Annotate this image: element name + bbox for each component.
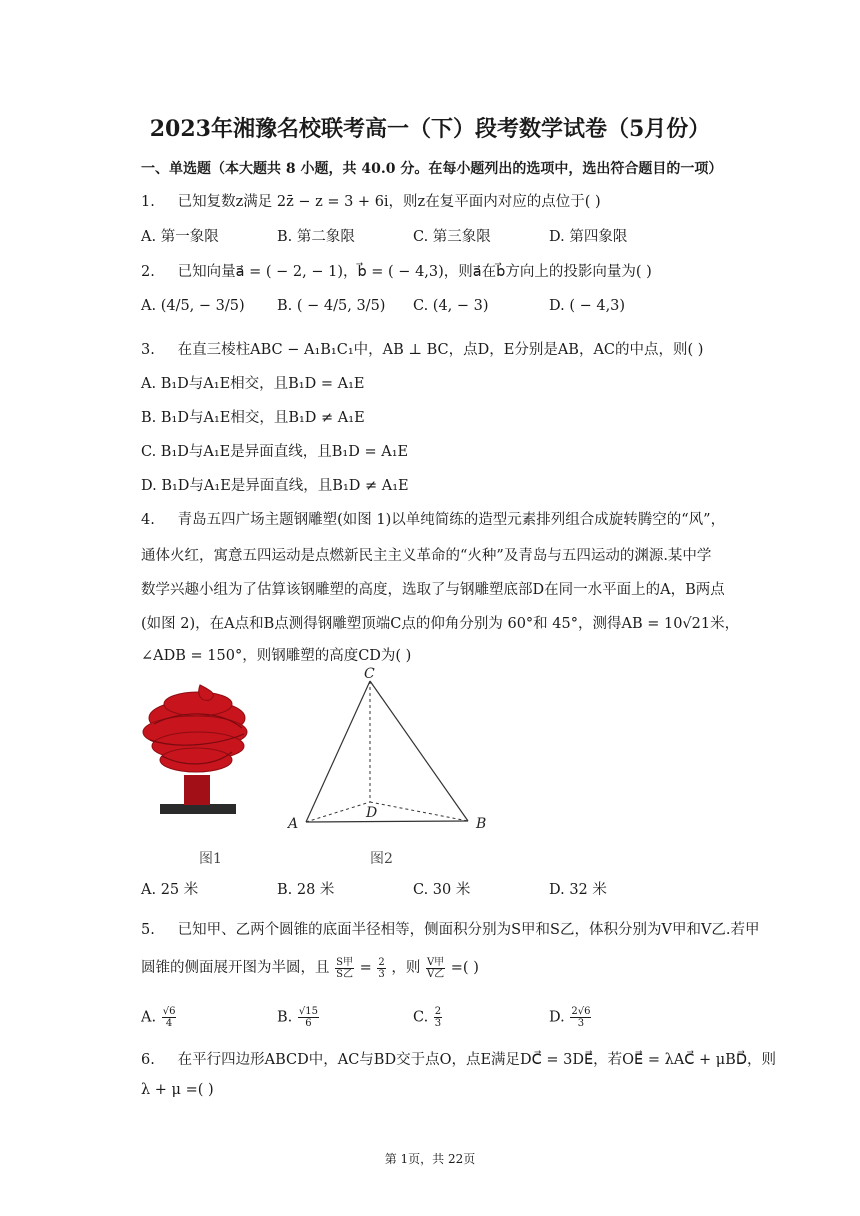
fraction-denominator: 3 bbox=[378, 968, 385, 980]
question-stem-line: (如图 2)，在A点和B点测得钢雕塑顶端C点的仰角分别为 60°和 45°，测得AB = 10√21米， bbox=[141, 616, 740, 632]
stem-text: =( ) bbox=[450, 960, 479, 976]
page-title: 2023年湘豫名校联考高一（下）段考数学试卷（5月份） bbox=[149, 116, 711, 142]
question-stem-line: ∠ADB = 150°，则钢雕塑的高度CD为( ) bbox=[141, 648, 412, 664]
option-label: A. bbox=[141, 1009, 157, 1026]
sculpture-photo bbox=[140, 680, 255, 820]
q1-option-d[interactable]: D. 第四象限 bbox=[549, 229, 628, 245]
option-label: B. bbox=[277, 1009, 293, 1026]
fraction-denominator: 6 bbox=[305, 1018, 312, 1029]
q5-option-c[interactable] bbox=[413, 1006, 443, 1029]
question-stem-line: 青岛五四广场主题钢雕塑(如图 1)以单纯简练的造型元素排列组合成旋转腾空的“风”， bbox=[177, 512, 726, 528]
fraction-s-ratio bbox=[335, 957, 354, 980]
question-1 bbox=[141, 190, 601, 211]
stem-text: 圆锥的侧面展开图为半圆，且 bbox=[141, 960, 330, 976]
question-5 bbox=[141, 918, 760, 939]
question-stem-line: 在平行四边形ABCD中，AC与BD交于点O，点E满足DC⃗ = 3DE⃗，若OE⃗ = λAC⃗ + μBD⃗，则 bbox=[177, 1052, 776, 1068]
question-3 bbox=[141, 338, 703, 359]
triangle-diagram bbox=[284, 665, 494, 835]
fraction-numerator: 2 bbox=[378, 956, 385, 968]
fraction-numerator: 2 bbox=[434, 1006, 442, 1017]
vertex-c-label: C bbox=[364, 666, 375, 682]
question-number: 3. bbox=[141, 342, 155, 358]
question-stem-line: 数学兴趣小组为了估算该钢雕塑的高度，选取了与钢雕塑底部D在同一水平面上的A，B两点 bbox=[141, 582, 725, 598]
option-fraction bbox=[434, 1006, 442, 1029]
question-number: 1. bbox=[141, 194, 155, 210]
q4-option-d[interactable]: D. 32 米 bbox=[549, 882, 607, 898]
fraction-denominator: S乙 bbox=[336, 968, 353, 980]
option-fraction bbox=[570, 1006, 591, 1029]
fraction-denominator: 3 bbox=[577, 1018, 585, 1029]
fraction-two-thirds bbox=[377, 957, 385, 980]
equals-sign: = bbox=[359, 960, 372, 976]
vertex-a-label: A bbox=[288, 816, 299, 832]
stem-text: ，则 bbox=[391, 960, 421, 976]
fraction-denominator: 4 bbox=[165, 1018, 173, 1029]
question-2 bbox=[141, 260, 652, 281]
question-number: 5. bbox=[141, 922, 155, 938]
option-fraction bbox=[162, 1006, 177, 1029]
q4-option-c[interactable]: C. 30 米 bbox=[413, 882, 471, 898]
page-footer: 第 1页，共 22页 bbox=[384, 1152, 476, 1166]
q2-option-d[interactable]: D. ( − 4,3) bbox=[549, 298, 626, 314]
q3-option-c[interactable]: C. B₁D与A₁E是异面直线，且B₁D = A₁E bbox=[141, 444, 409, 460]
question-stem: 在直三棱柱ABC − A₁B₁C₁中，AB ⊥ BC，点D，E分别是AB，AC的中点，则( ) bbox=[177, 342, 704, 358]
q5-option-a[interactable] bbox=[141, 1006, 177, 1029]
figure-2-caption: 图2 bbox=[370, 851, 393, 867]
q4-option-b[interactable]: B. 28 米 bbox=[277, 882, 335, 898]
question-number: 2. bbox=[141, 264, 155, 280]
option-label: C. bbox=[413, 1009, 429, 1026]
q2-option-a[interactable]: A. (4/5, − 3/5) bbox=[141, 298, 245, 314]
figure-1-caption: 图1 bbox=[199, 851, 222, 867]
option-label: D. bbox=[549, 1009, 565, 1026]
question-stem: 已知复数z满足 2z̄ − z = 3 + 6i，则z在复平面内对应的点位于( ) bbox=[177, 194, 601, 210]
vertex-b-label: B bbox=[476, 816, 487, 832]
q1-option-a[interactable]: A. 第一象限 bbox=[141, 229, 219, 245]
q3-option-b[interactable]: B. B₁D与A₁E相交，且B₁D ≠ A₁E bbox=[141, 410, 365, 426]
fraction-denominator: 3 bbox=[434, 1018, 442, 1029]
question-stem-line-2 bbox=[141, 956, 479, 980]
q3-option-d[interactable]: D. B₁D与A₁E是异面直线，且B₁D ≠ A₁E bbox=[141, 478, 409, 494]
q3-option-a[interactable]: A. B₁D与A₁E相交，且B₁D = A₁E bbox=[141, 376, 365, 392]
fraction-numerator: S甲 bbox=[336, 956, 353, 968]
fraction-v-ratio bbox=[426, 957, 445, 980]
question-number: 4. bbox=[141, 512, 155, 528]
q2-option-c[interactable]: C. (4, − 3) bbox=[413, 298, 489, 314]
question-stem-line: λ + μ =( ) bbox=[141, 1082, 214, 1098]
fraction-numerator: V甲 bbox=[426, 956, 445, 968]
fraction-numerator: 2√6 bbox=[571, 1006, 591, 1017]
q5-option-b[interactable] bbox=[277, 1006, 320, 1029]
question-number: 6. bbox=[141, 1052, 155, 1068]
section-heading: 一、单选题（本大题共 8 小题，共 40.0 分。在每小题列出的选项中，选出符合题目的一项） bbox=[141, 161, 723, 177]
fraction-denominator: V乙 bbox=[426, 968, 445, 980]
q1-option-b[interactable]: B. 第二象限 bbox=[277, 229, 355, 245]
question-stem-line: 通体火红，寓意五四运动是点燃新民主主义革命的“火种”及青岛与五四运动的渊源.某中学 bbox=[141, 548, 712, 564]
vertex-d-label: D bbox=[366, 805, 378, 821]
q2-option-b[interactable]: B. ( − 4/5, 3/5) bbox=[277, 298, 386, 314]
option-fraction bbox=[298, 1006, 319, 1029]
fraction-numerator: √15 bbox=[298, 1006, 318, 1017]
q1-option-c[interactable]: C. 第三象限 bbox=[413, 229, 491, 245]
question-6 bbox=[141, 1048, 776, 1069]
question-stem: 已知向量a⃗ = ( − 2, − 1)，b⃗ = ( − 4,3)，则a⃗在b⃗方向上的投影向量为( ) bbox=[177, 264, 652, 280]
fraction-numerator: √6 bbox=[162, 1006, 176, 1017]
q5-option-d[interactable] bbox=[549, 1006, 592, 1029]
q4-option-a[interactable]: A. 25 米 bbox=[141, 882, 199, 898]
question-4 bbox=[141, 508, 725, 529]
question-stem-line: 已知甲、乙两个圆锥的底面半径相等，侧面积分别为S甲和S乙，体积分别为V甲和V乙.若甲 bbox=[177, 922, 760, 938]
